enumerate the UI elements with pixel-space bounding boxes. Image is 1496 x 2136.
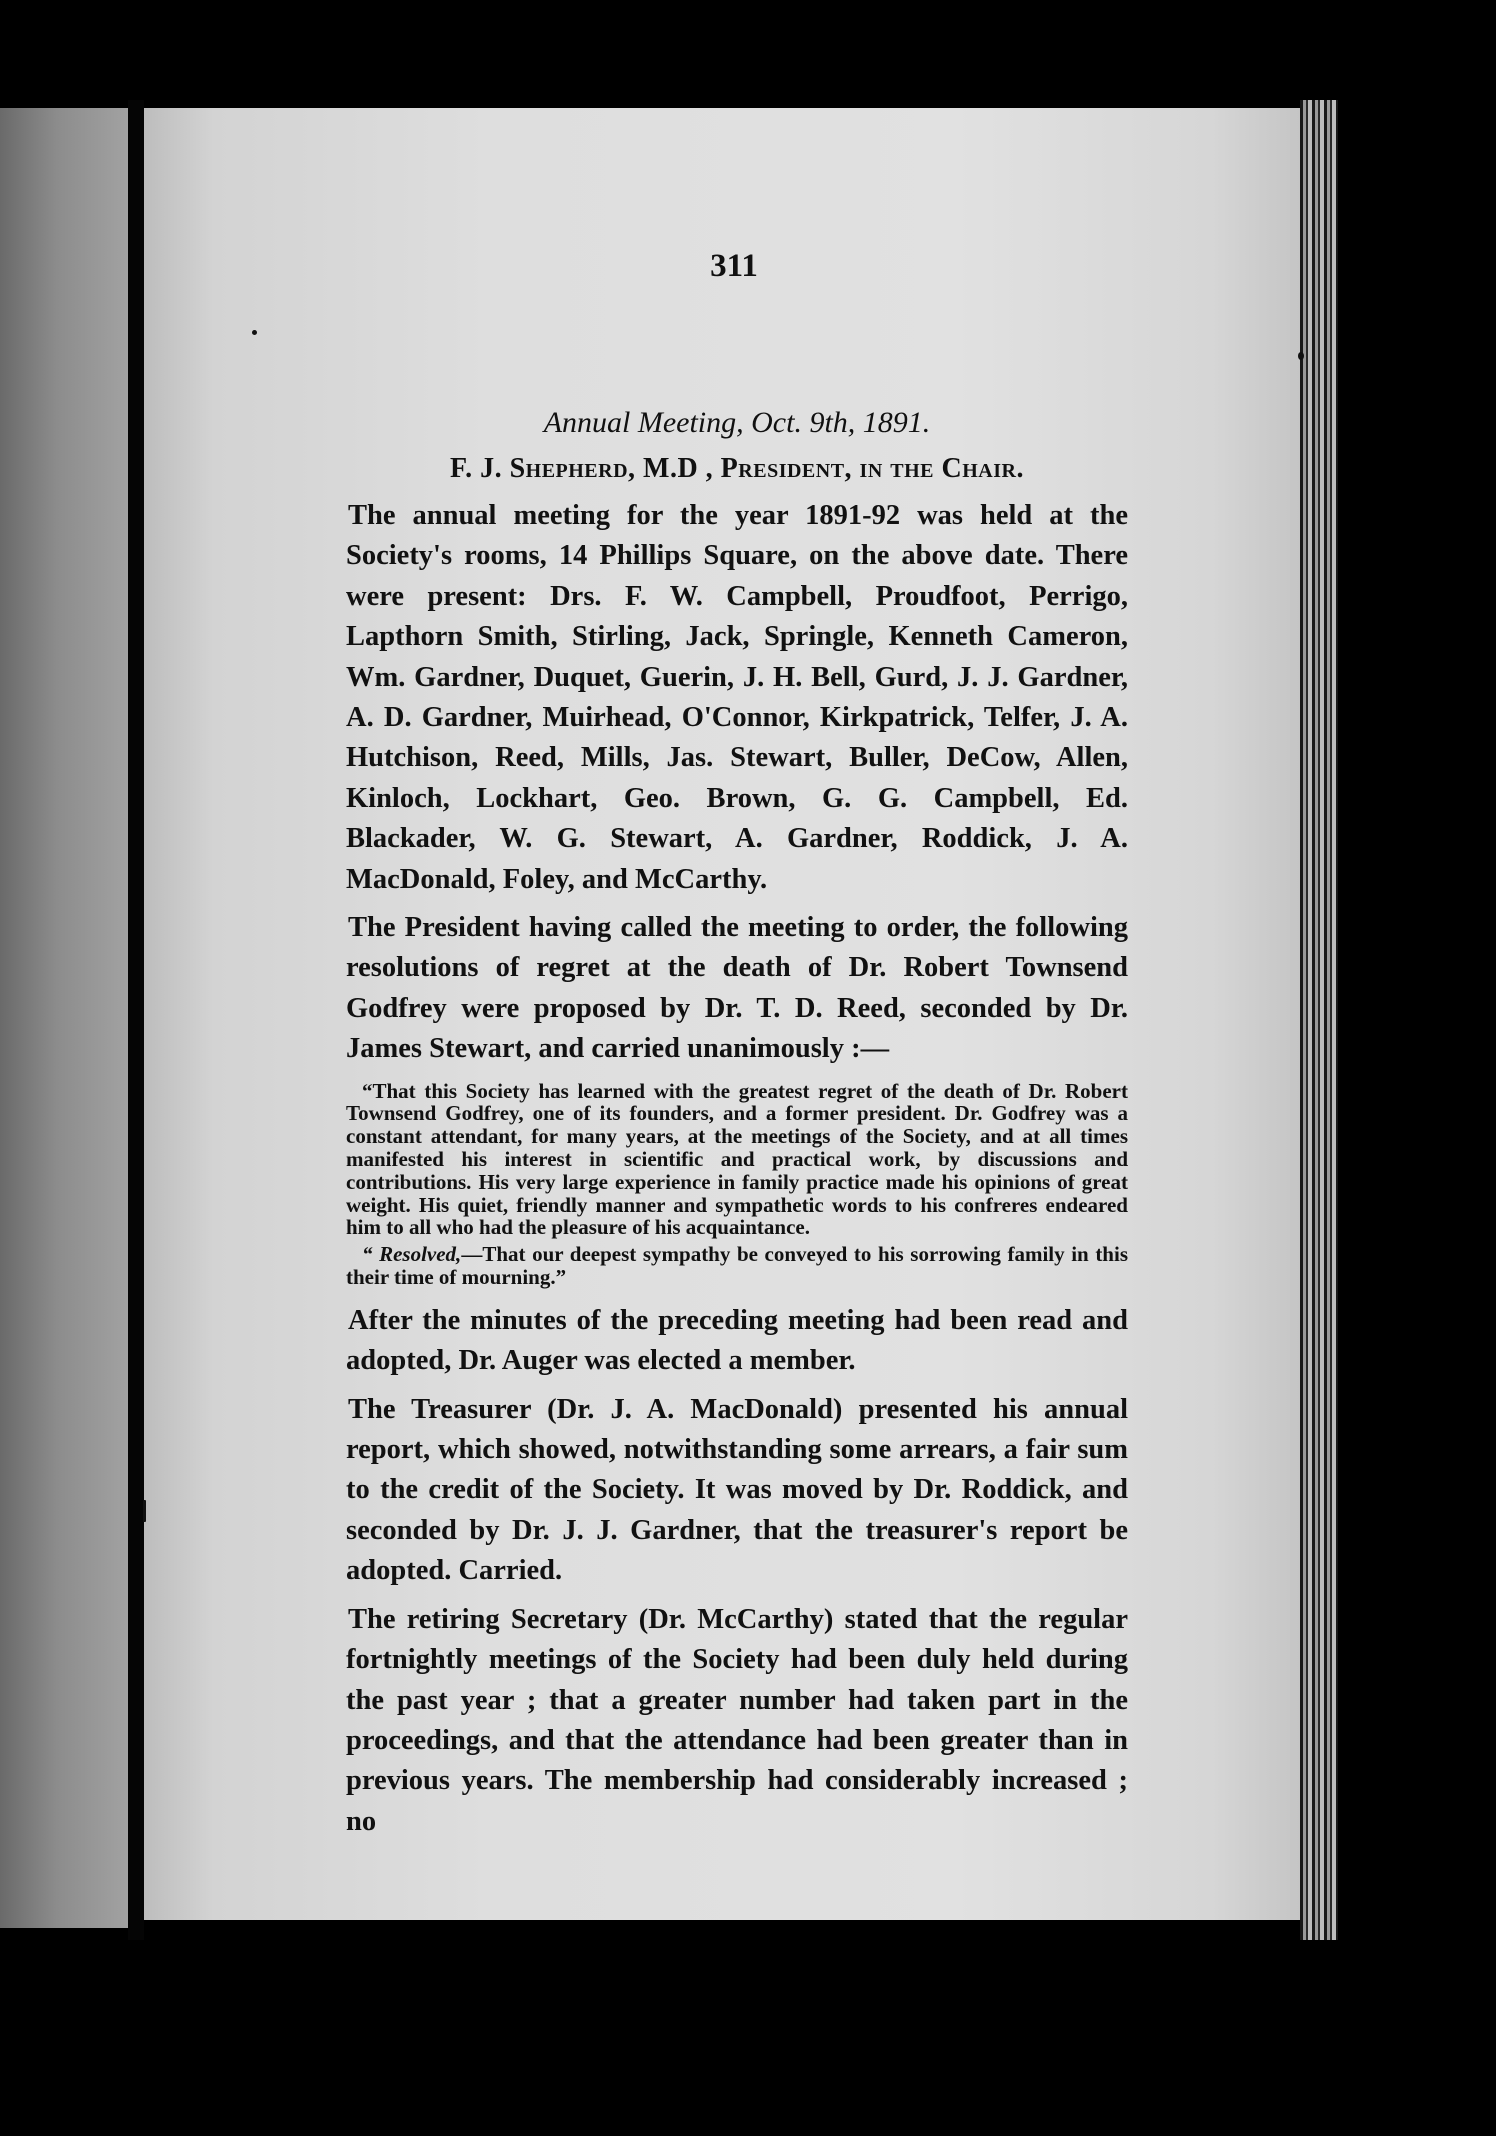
- page-number: 311: [710, 248, 758, 284]
- chair-subheading: F. J. Shepherd, M.D , President, in the Chair.: [450, 453, 1024, 484]
- book-gutter: [128, 100, 144, 1940]
- meeting-heading: Annual Meeting, Oct. 9th, 1891.: [543, 406, 931, 439]
- ink-speck: [252, 330, 257, 335]
- resolution-intro-paragraph: The President having called the meeting to order, the following resolutions of regret at the death of Dr. Robert Townsend Godfrey were proposed by Dr. T. D. Reed, seconded by Dr. James Stewart, and carried unanimously :—: [346, 912, 1128, 1065]
- facing-page-edge: [0, 108, 142, 1928]
- ink-speck: [1298, 352, 1304, 360]
- secretary-paragraph: The retiring Secretary (Dr. McCarthy) stated that the regular fortnightly meetings of the Society had been duly held during the past year ; that a greater number had taken part in the proceedings, and that the attendance had been greater than in previous years. The membership had considerably increased ; no: [346, 1603, 1128, 1837]
- treasurer-paragraph: The Treasurer (Dr. J. A. MacDonald) presented his annual report, which showed, notwithstanding some arrears, a fair sum to the credit of the Society. It was moved by Dr. Roddick, and seconded by Dr. J. J. Gardner, that the treasurer's report be adopted. Carried.: [346, 1393, 1128, 1587]
- resolution-quote: “That this Society has learned with the greatest regret of the death of Dr. Robert Townsend Godfrey, one of its founders, and a former president. Dr. Godfrey was a constant attendant, for many years, at the meetings of the Society, and at all times manifested his interest in scientific and practical work, by discussions and contributions. His very large experience in family practice made his opinions of great weight. His quiet, friendly manner and sympathetic words to his confreres endeared him to all who had the pleasure of his acquaintance.: [346, 1078, 1128, 1240]
- resolved-quote: [346, 1243, 1128, 1289]
- minutes-paragraph: After the minutes of the preceding meeting had been read and adopted, Dr. Auger was elected a member.: [346, 1304, 1128, 1377]
- page-content: [346, 246, 1128, 1842]
- page-stack-edge: [1300, 100, 1338, 1940]
- attendance-paragraph: The annual meeting for the year 1891-92 was held at the Society's rooms, 14 Phillips Square, on the above date. There were present: Drs. F. W. Campbell, Proudfoot, Perrigo, Lapthorn Smith, Stirling, Jack, Springle, Kenneth Cameron, Wm. Gardner, Duquet, Guerin, J. H. Bell, Gurd, J. J. Gardner, A. D. Gardner, Muirhead, O'Connor, Kirkpatrick, Telfer, J. A. Hutchison, Reed, Mills, Jas. Stewart, Buller, DeCow, Allen, Kinloch, Lockhart, Geo. Brown, G. G. Campbell, Ed. Blackader, W. G. Stewart, A. Gardner, Roddick, J. A. MacDonald, Foley, and McCarthy.: [346, 500, 1128, 895]
- resolved-label: “ Resolved,: [362, 1242, 462, 1267]
- resolved-text: —That our deepest sympathy be conveyed to his sorrowing family in this their time of mourning.”: [346, 1242, 1128, 1290]
- ink-speck: [143, 1500, 146, 1522]
